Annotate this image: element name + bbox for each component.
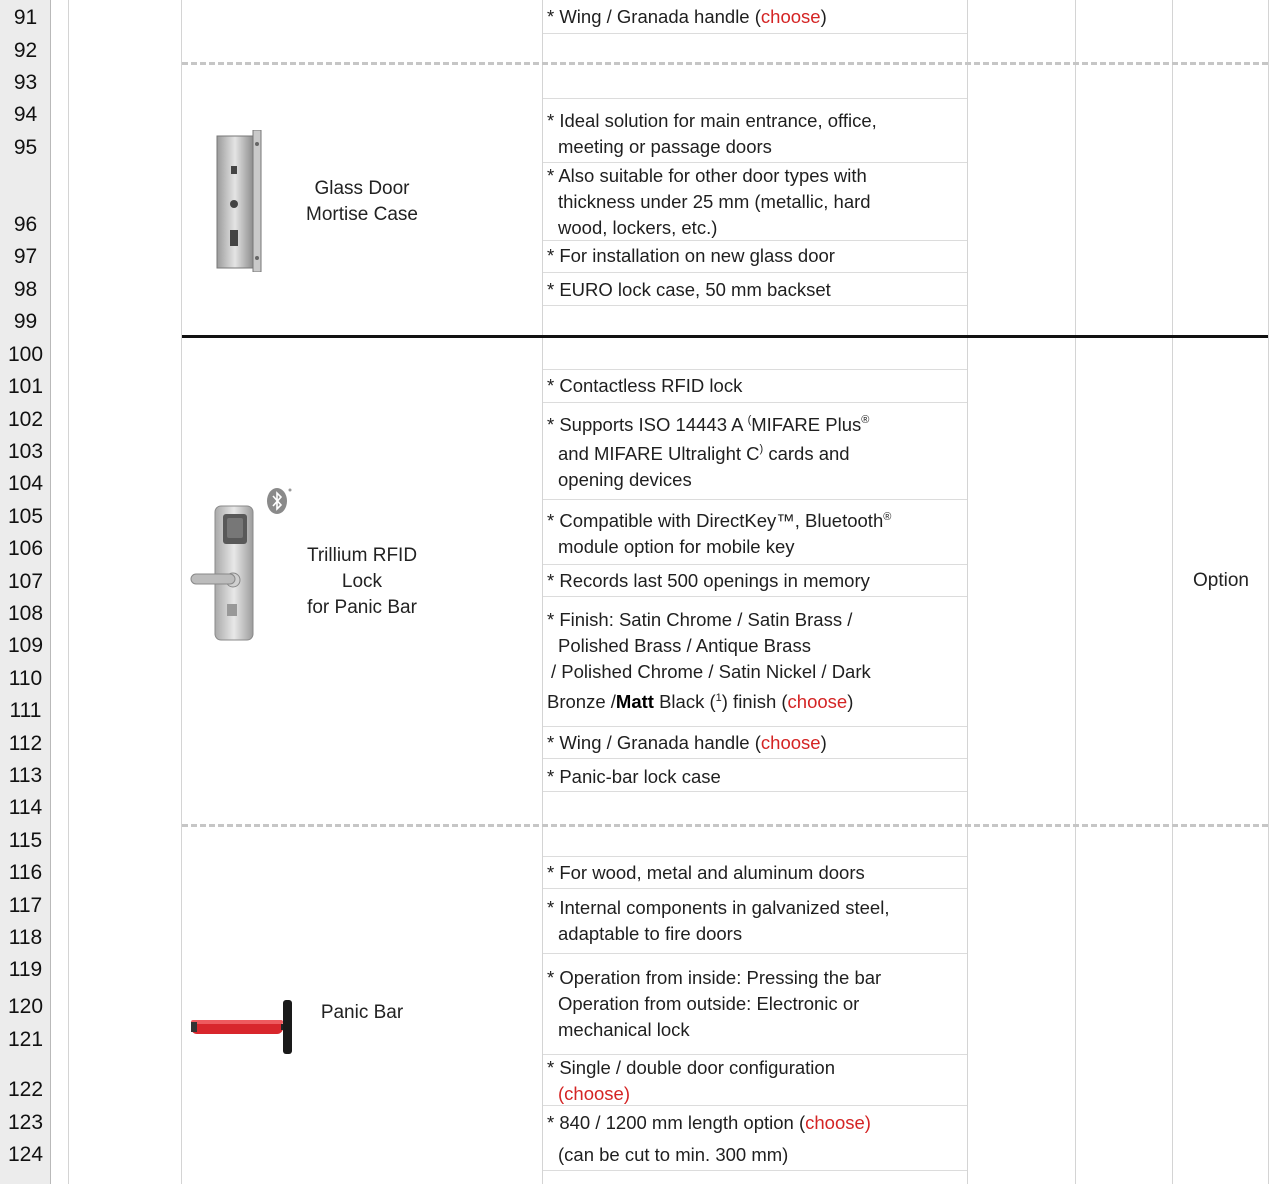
row-number[interactable]: 102 [7,408,44,431]
feature-cell[interactable]: * Single / double door configuration (choose) [547,1057,835,1104]
row-number[interactable]: 91 [13,6,38,29]
product-name-glass-door[interactable]: Glass Door Mortise Case [306,178,418,225]
row-number[interactable]: 122 [7,1078,44,1101]
row-number[interactable]: 114 [8,796,43,819]
feature-cell[interactable]: * Operation from inside: Pressing the bar Operation from outside: Electronic or mechanical lock [547,967,882,1040]
feature-cell[interactable]: * Supports ISO 14443 A (MIFARE Plus® and MIFARE Ultralight C) cards and opening devices [547,414,870,490]
row-gridline [543,402,967,403]
feature-cell[interactable]: * For wood, metal and aluminum doors [547,862,865,883]
product-name-panic-bar[interactable]: Panic Bar [320,1002,404,1023]
row-number[interactable]: 118 [8,926,43,949]
feature-cell[interactable]: * EURO lock case, 50 mm backset [547,279,831,300]
row-gridline [543,305,967,306]
row-gridline [543,888,967,889]
column-gridline [542,0,543,1184]
row-number[interactable]: 115 [8,829,43,852]
row-gridline [543,856,967,857]
column-gridline [1268,0,1269,1184]
row-number[interactable]: 108 [7,602,44,625]
product-name-trillium[interactable]: Trillium RFID Lock for Panic Bar [306,545,418,618]
section-separator-dashed [182,824,1268,827]
row-number[interactable]: 94 [13,103,38,126]
row-number[interactable]: 96 [13,213,38,236]
column-gridline [1172,0,1173,1184]
row-gridline [543,791,967,792]
feature-cell[interactable]: * Wing / Granada handle (choose) [547,6,827,27]
row-number[interactable]: 99 [13,310,38,333]
row-gridline [543,953,967,954]
row-number[interactable]: 95 [13,136,38,159]
section-separator-dashed [182,62,1268,65]
feature-cell[interactable]: * Ideal solution for main entrance, office, meeting or passage doors [547,110,877,157]
row-gridline [543,33,967,34]
feature-cell[interactable]: * For installation on new glass door [547,245,835,266]
row-gridline [543,758,967,759]
row-number[interactable]: 120 [7,995,44,1018]
row-number[interactable]: 100 [7,343,44,366]
row-gridline [543,272,967,273]
row-gridline [543,98,967,99]
row-gridline [543,726,967,727]
row-gridline [543,499,967,500]
row-number[interactable]: 109 [7,634,44,657]
feature-cell[interactable]: * Finish: Satin Chrome / Satin Brass / Polished Brass / Antique Brass / Polished Chrome / Satin Nickel / Dark Bronze /Matt Black ($^1$) finish (choose) [547,609,871,712]
feature-cell[interactable]: * Internal components in galvanized steel, adaptable to fire doors [547,897,890,944]
row-number[interactable]: 103 [7,440,44,463]
row-number[interactable]: 104 [7,472,44,495]
mortise-case-image [213,130,263,272]
row-number[interactable]: 101 [7,375,44,398]
feature-cell[interactable]: * Panic-bar lock case [547,766,721,787]
feature-cell[interactable]: * Contactless RFID lock [547,375,743,396]
row-number[interactable]: 113 [8,764,43,787]
row-number[interactable]: 119 [8,958,43,981]
feature-cell[interactable]: * Compatible with DirectKey™, Bluetooth® module option for mobile key [547,510,892,557]
row-number[interactable]: 111 [9,699,42,722]
panic-bar-image [189,998,297,1056]
feature-cell[interactable]: * 840 / 1200 mm length option (choose) (can be cut to min. 300 mm) [547,1112,871,1165]
row-gridline [543,596,967,597]
row-number[interactable]: 92 [13,39,38,62]
option-cell[interactable]: Option [1193,570,1249,591]
row-number[interactable]: 97 [13,245,38,268]
row-gridline [543,564,967,565]
row-number[interactable]: 107 [7,570,44,593]
row-number[interactable]: 117 [8,894,43,917]
row-number[interactable]: 105 [7,505,44,528]
feature-cell[interactable]: * Also suitable for other door types with thickness under 25 mm (metallic, hard wood, lockers, etc.) [547,165,871,238]
bluetooth-icon [266,486,292,516]
row-number[interactable]: 106 [7,537,44,560]
row-number[interactable]: 112 [8,732,43,755]
column-gridline [68,0,69,1184]
row-number[interactable]: 116 [8,861,43,884]
column-gridline [181,0,182,1184]
feature-cell[interactable]: * Wing / Granada handle (choose) [547,732,827,753]
row-number[interactable]: 124 [7,1143,44,1166]
column-gridline [967,0,968,1184]
row-number[interactable]: 98 [13,278,38,301]
row-gridline [543,1170,967,1171]
row-number[interactable]: 110 [8,667,43,690]
row-gridline [543,369,967,370]
rfid-lock-image [189,504,259,642]
row-number[interactable]: 93 [13,71,38,94]
row-number[interactable]: 123 [7,1111,44,1134]
feature-cell[interactable]: * Records last 500 openings in memory [547,570,870,591]
column-gridline [1075,0,1076,1184]
row-number[interactable]: 121 [7,1028,44,1051]
section-separator-solid [182,335,1268,338]
